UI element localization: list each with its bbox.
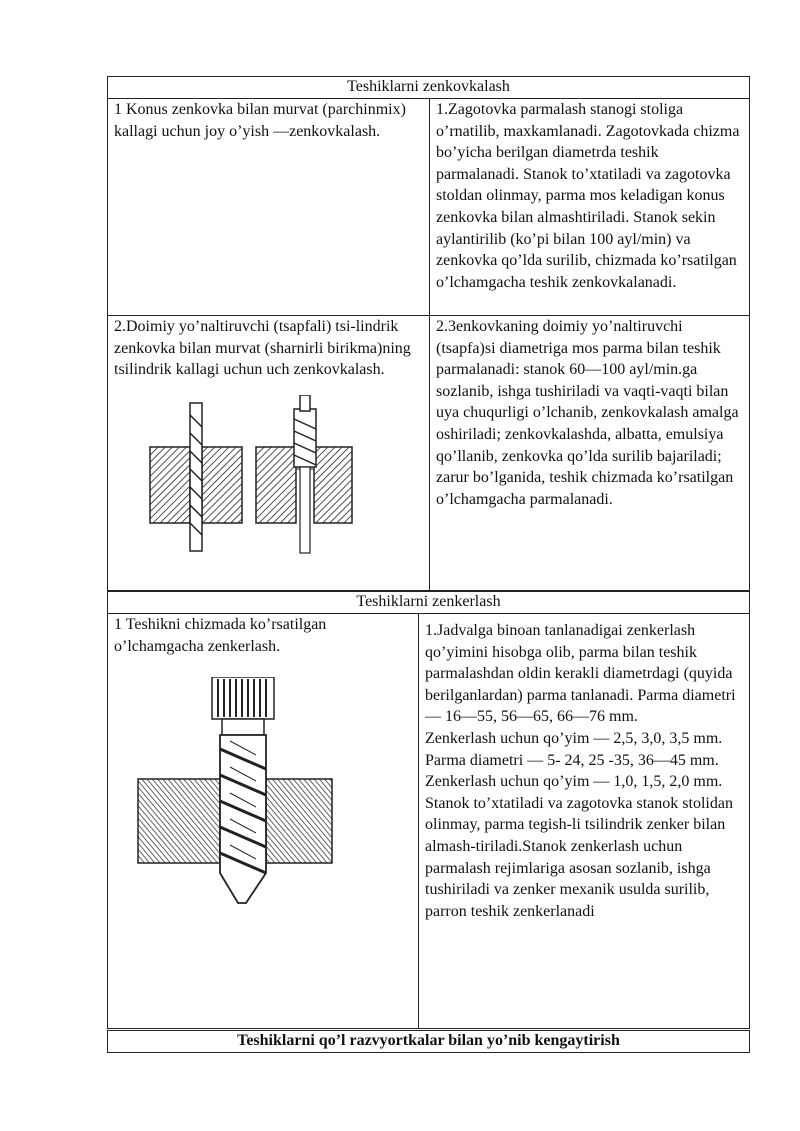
core-drill-illustration xyxy=(134,677,334,907)
section-title-zenkovkalash: Teshiklarni zenkovkalash xyxy=(108,77,750,99)
row1-left-text: 1 Konus zenkovka bilan murvat (parchinmix) kallagi uchun joy o’yish —zenkovkalash. xyxy=(114,101,406,140)
cell-row2-right xyxy=(430,316,750,591)
zenkerlash-left-text: 1 Teshikni chizmada ko’rsatilgan o’lchamgacha zenkerlash. xyxy=(114,616,327,655)
workpiece-left xyxy=(138,779,220,863)
counterbore-illustration xyxy=(146,395,356,555)
zenkerlash-right-text: 1.Jadvalga binoan tanlanadigai zenkerlash qo’yimini hisobga olib, parma bilan teshik parmalashdan oldin kerakli diametrdagi (quyida berilganlardan) parma tanlanadi. Parma diametri — 16—55, 56—65, 66—76 mm. Zenkerlash uchun qo’yim — 2,5, 3,0, 3,5 mm. Parma diametri — 5- 24, 25 -35, 36—45 mm. Zenkerlash uchun qo’yim — 1,0, 1,5, 2,0 mm. Stanok to’xtatiladi va zagotovka stanok stolidan olinmay, parma tegish-li tsilindrik zenker bilan almash-tiriladi.Stanok zenkerlash uchun parmalash rejimlariga asosan sozlanib, ishga tushiriladi va zenker mexanik usulda surilib, parron teshik zenkerlanadi xyxy=(425,622,736,920)
section-title-razvyortka: Teshiklarni qo’l razvyortkalar bilan yo’nib kengaytirish xyxy=(108,1031,750,1053)
workpiece-right-b xyxy=(314,447,352,523)
table-zenkerlash xyxy=(107,591,750,1029)
counterbore-tool-icon xyxy=(294,409,316,467)
cell-row1-left xyxy=(108,99,430,316)
workpiece-left-b xyxy=(202,447,242,523)
cell-zenkerlash-right xyxy=(419,614,750,1029)
section-title-zenkerlash: Teshiklarni zenkerlash xyxy=(108,592,750,614)
cell-zenkerlash-left xyxy=(108,614,419,1029)
table-zenkovkalash xyxy=(107,76,750,591)
workpiece-right xyxy=(266,779,332,863)
table-razvyortka xyxy=(107,1030,750,1053)
pilot-icon xyxy=(300,467,310,553)
row2-left-text: 2.Doimiy yo’naltiruvchi (tsapfali) tsi-lindrik zenkovka bilan murvat (sharnirli birikma)ning tsilindrik kallagi uchun uch zenkovkalash. xyxy=(114,318,411,379)
cell-row1-right xyxy=(430,99,750,316)
row2-right-text: 2.3enkovkaning doimiy yo’naltiruvchi (tsapfa)si diametriga mos parma bilan teshik parmalanadi: stanok 60—100 ayl/min.ga sozlanib, ishga tushiriladi va vaqti-vaqti bilan uya chuqurligi o’lchanib, zenkovkalash amalga oshiriladi; zenkovkalashda, albatta, emulsiya qo’llanib, zenkovka qo’lda surilib bajariladi; zarur bo’lganida, teshik chizmada ko’rsatilgan o’lchamgacha parmalanadi. xyxy=(436,318,739,508)
cell-row2-left xyxy=(108,316,430,591)
workpiece-right-a xyxy=(256,447,296,523)
row1-right-text: 1.Zagotovka parmalash stanogi stoliga o’rnatilib, maxkamlanadi. Zagotovkada chizma bo’yicha berilgan diametrda teshik parmalanadi. Stanok to’xtatiladi va zagotovka stoldan olinmay, parma mos keladigan konus zenkovka bilan almashtiriladi. Stanok sekin aylantirilib (ko’pi bilan 100 ayl/min) va zenkovka qo’lda surilib, chizmada ko’rsatilgan o’lchamgacha teshik zenkovkalanadi. xyxy=(436,101,740,291)
workpiece-left-a xyxy=(150,447,190,523)
